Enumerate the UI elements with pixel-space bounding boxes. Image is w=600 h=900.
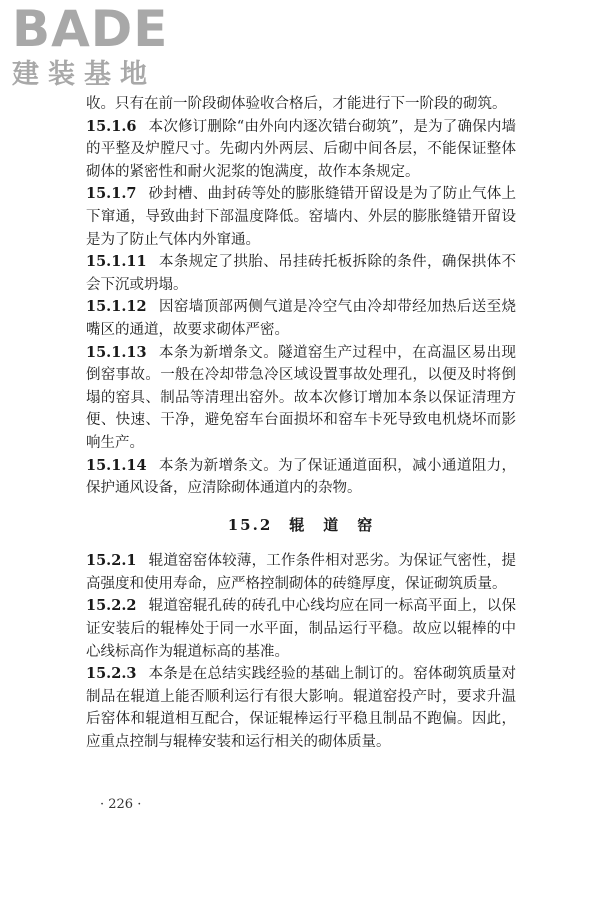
clause-number: 15.1.12 [86, 298, 147, 316]
section-15-1-paragraphs [86, 93, 516, 500]
clause-text: 本次修订删除“由外向内逐次错台砌筑”，是为了确保内墙的平整及炉膛尺寸。先砌内外两层、后砌中间各层，不能保证整体砌体的紧密性和耐火泥浆的饱满度，故作本条规定。 [86, 118, 516, 180]
clause-text: 辊道窑辊孔砖的砖孔中心线均应在同一标高平面上，以保证安装后的辊棒处于同一水平面，制品运行平稳。故应以辊棒的中心线标高作为辊道标高的基准。 [86, 598, 516, 660]
paragraph [86, 455, 516, 500]
clause-text: 本条是在总结实践经验的基础上制订的。窑体砌筑质量对制品在辊道上能否顺利运行有很大影响。辊道窑投产时，要求升温后窑体和辊道相互配合，保证辊棒运行平稳且制品不跑偏。因此，应重点控制与辊棒安装和运行相关的砌体质量。 [86, 666, 516, 751]
logo-subtitle: 建装基地 [12, 59, 156, 90]
paragraph [86, 550, 516, 595]
clause-number: 15.2.2 [86, 597, 137, 615]
section-heading: 15.2 辊 道 窑 [227, 515, 375, 534]
paragraph [86, 183, 516, 251]
page-content [86, 93, 516, 754]
paragraph [86, 663, 516, 753]
clause-number: 15.2.3 [86, 665, 137, 683]
clause-text: 砂封槽、曲封砖等处的膨胀缝错开留设是为了防止气体上下窜通，导致曲封下部温度降低。窑墙内、外层的膨胀缝错开留设是为了防止气体内外窜通。 [86, 186, 516, 248]
page-number: · 226 · [100, 797, 142, 812]
clause-text: 辊道窑窑体较薄，工作条件相对恶劣。为保证气密性，提高强度和使用寿命，应严格控制砌体的砖缝厚度，保证砌筑质量。 [86, 553, 516, 592]
clause-number: 15.2.1 [86, 552, 137, 570]
paragraph [86, 116, 516, 184]
paragraph [86, 93, 516, 116]
paragraph [86, 595, 516, 663]
clause-number: 15.1.14 [86, 456, 147, 474]
clause-text: 本条规定了拱胎、吊挂砖托板拆除的条件，确保拱体不会下沉或坍塌。 [86, 254, 516, 293]
paragraph [86, 296, 516, 341]
clause-text: 因窑墙顶部两侧气道是冷空气由冷却带经加热后送至烧嘴区的通道，故要求砌体严密。 [86, 299, 516, 338]
clause-number: 15.1.11 [86, 253, 147, 271]
clause-number: 15.1.13 [86, 343, 147, 361]
section-15-2-paragraphs [86, 550, 516, 753]
clause-text: 本条为新增条文。隧道窑生产过程中，在高温区易出现倒窑事故。一般在冷却带急冷区域设置事故处理孔，以便及时将倒塌的窑具、制品等清理出窑外。故本次修订增加本条以保证清理方便、快速、干净，避免窑车台面损坏和窑车卡死导致电机烧坏而影响生产。 [86, 344, 516, 451]
logo-word: BADE [12, 0, 169, 58]
clause-text: 收。只有在前一阶段砌体验收合格后，才能进行下一阶段的砌筑。 [86, 96, 507, 112]
paragraph [86, 342, 516, 455]
clause-text: 本条为新增条文。为了保证通道面积，减小通道阻力，保护通风设备，应清除砌体通道内的杂物。 [86, 457, 516, 497]
clause-number: 15.1.6 [86, 117, 137, 135]
clause-number: 15.1.7 [86, 185, 137, 203]
watermark-logo [12, 0, 182, 94]
paragraph [86, 251, 516, 296]
